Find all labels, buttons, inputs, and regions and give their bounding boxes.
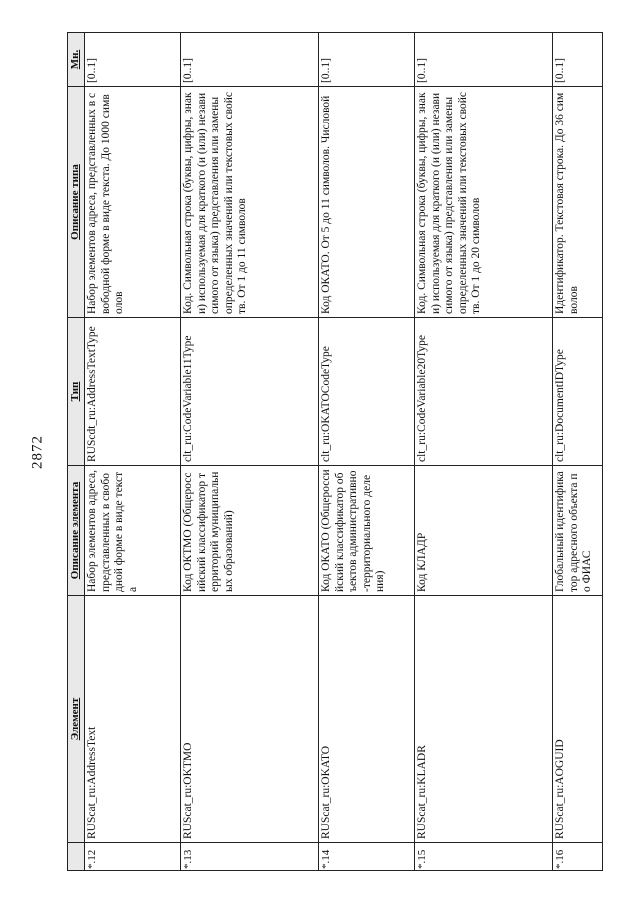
type-description: Код ОКАТО. От 5 до 11 символов. Числовой [319, 87, 415, 318]
element-description: Код КЛАДР [415, 466, 553, 596]
element-description: Код ОКАТО (Общероссийский классификатор объектов административно-территориального деления) [319, 466, 415, 596]
table-row [415, 33, 553, 871]
element-description: Код ОКТМО (Общероссийский классификатор территорий муниципальных образований) [181, 466, 319, 596]
element-type: clt_ru:CodeVariable11Type [181, 318, 319, 466]
element-type: RUScdt_ru:AddressTextType [85, 318, 181, 466]
row-number: *.14 [319, 843, 415, 871]
element-name: RUScat_ru:AddressText [85, 596, 181, 843]
header-type: Тип [68, 318, 85, 466]
table-row [319, 33, 415, 871]
rotated-table-container [67, 33, 594, 871]
row-number: *.16 [553, 843, 603, 871]
element-type: clt_ru:CodeVariable20Type [415, 318, 553, 466]
table-row [85, 33, 181, 871]
header-type-desc: Описание типа [68, 87, 85, 318]
multiplicity: [0..1] [85, 33, 181, 87]
header-num [68, 843, 85, 871]
element-name: RUScat_ru:OKATO [319, 596, 415, 843]
header-mn: Мн. [68, 33, 85, 87]
page-number: 2872 [29, 435, 46, 469]
table-header-row [68, 33, 85, 871]
element-description: Набор элементов адреса, представленных в свободной форме в виде текста [85, 466, 181, 596]
element-type: clt_ru:DocumentIDType [553, 318, 603, 466]
header-element-desc: Описание элемента [68, 466, 85, 596]
type-description: Код. Символьная строка (буквы, цифры, знаки) используемая для краткого (и (или) независимого от языка) представления или замены определенных значений или текстовых свойств. От 1 до 20 символов [415, 87, 553, 318]
multiplicity: [0..1] [319, 33, 415, 87]
type-description: Набор элементов адреса, представленных в свободной форме в виде текста. До 1000 символов [85, 87, 181, 318]
multiplicity: [0..1] [415, 33, 553, 87]
row-number: *.13 [181, 843, 319, 871]
element-type: clt_ru:OKATOCodeType [319, 318, 415, 466]
multiplicity: [0..1] [553, 33, 603, 87]
table-row [553, 33, 603, 871]
element-description: Глобальный идентификатор адресного объекта по ФИАС [553, 466, 603, 596]
element-name: RUScat_ru:KLADR [415, 596, 553, 843]
row-number: *.12 [85, 843, 181, 871]
row-number: *.15 [415, 843, 553, 871]
table-row [181, 33, 319, 871]
element-name: RUScat_ru:AOGUID [553, 596, 603, 843]
type-description: Код. Символьная строка (буквы, цифры, знаки) используемая для краткого (и (или) независимого от языка) представления или замены определенных значений или текстовых свойств. От 1 до 11 символов [181, 87, 319, 318]
element-name: RUScat_ru:OKTMO [181, 596, 319, 843]
elements-table [67, 32, 603, 871]
type-description: Идентификатор. Текстовая строка. До 36 символов [553, 87, 603, 318]
header-element: Элемент [68, 596, 85, 843]
multiplicity: [0..1] [181, 33, 319, 87]
